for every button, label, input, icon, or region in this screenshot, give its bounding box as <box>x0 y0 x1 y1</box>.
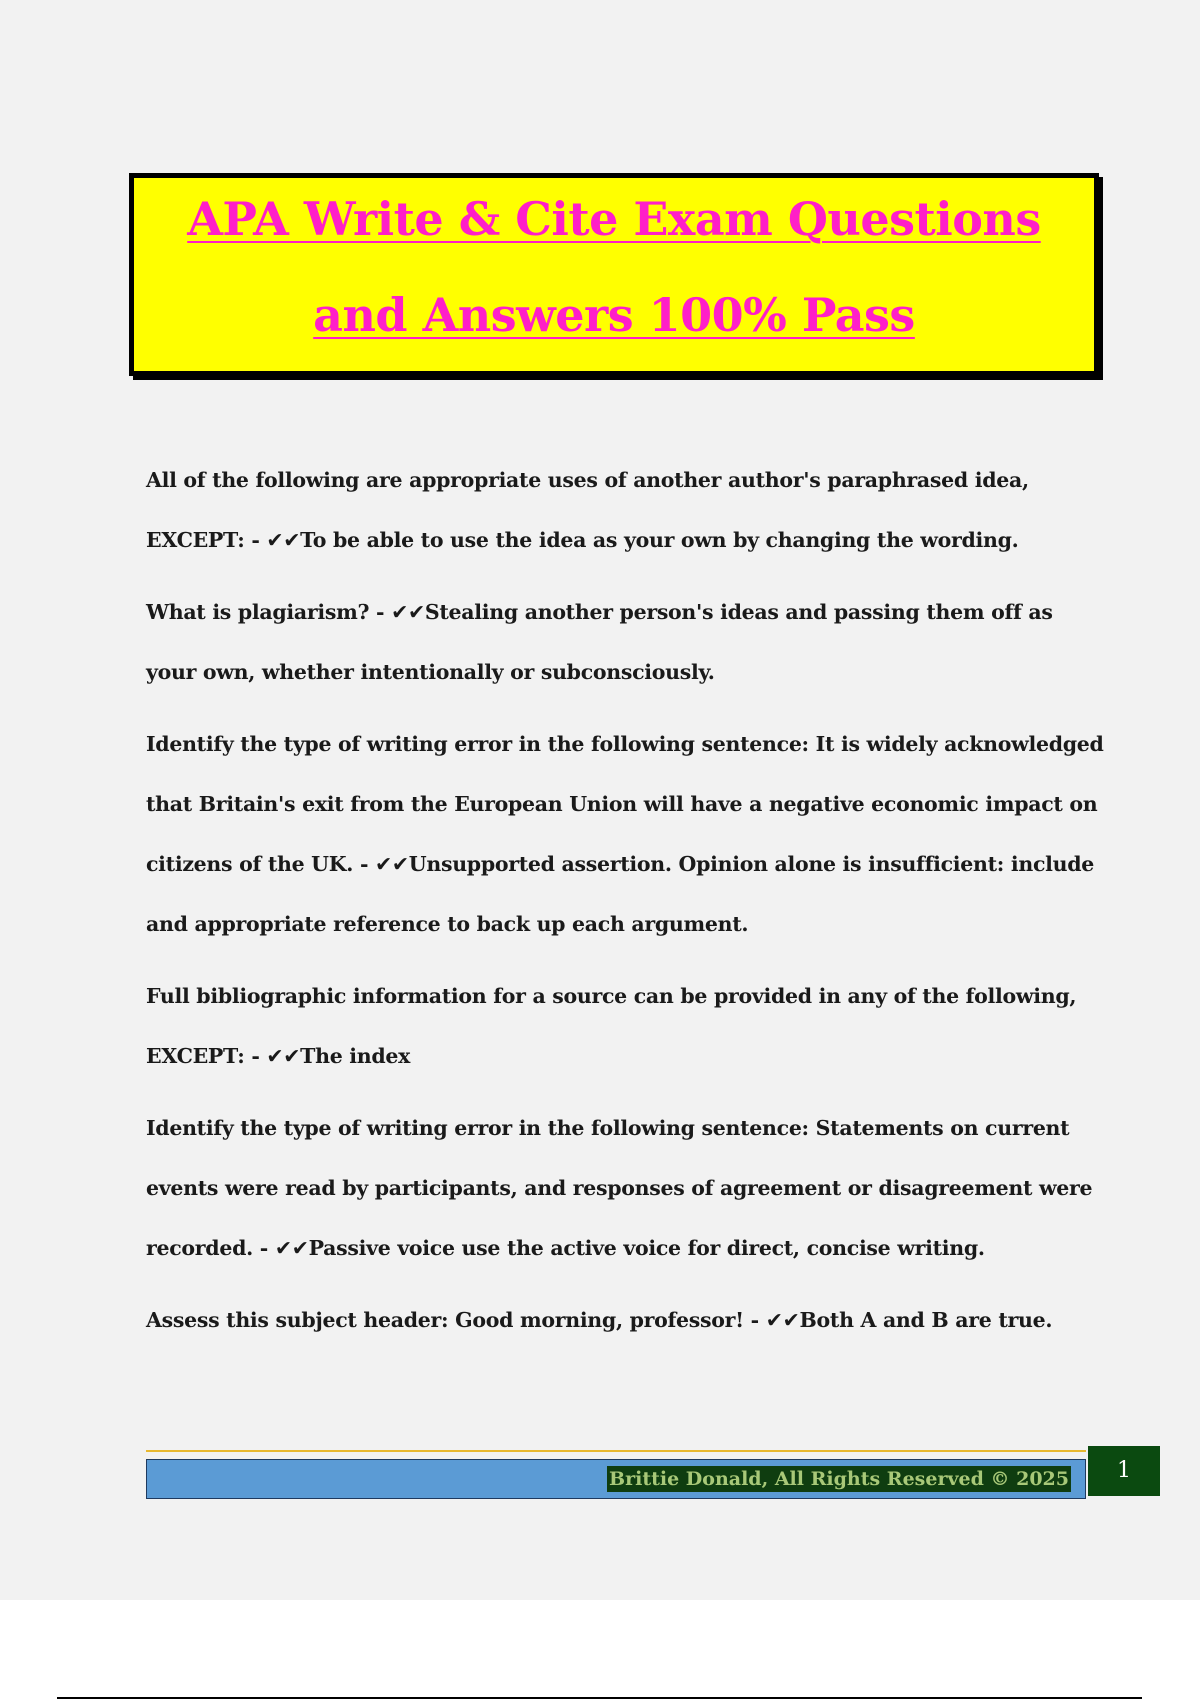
double-check-icon: ✔✔ <box>391 600 425 624</box>
answer-text: Unsupported assertion. Opinion alone is insufficient: include and appropriate reference to back up each argument. <box>146 852 1095 936</box>
answer-text: Both A and B are true. <box>799 1308 1053 1332</box>
document-title-line-2: and Answers 100% Pass <box>313 288 915 342</box>
qa-item <box>146 582 1106 702</box>
question-text: Identify the type of writing error in the following sentence: Statements on current events were read by participants, and responses of agreement or disagreement were recorded. - <box>146 1116 1093 1260</box>
title-box <box>129 173 1099 376</box>
answer-text: Passive voice use the active voice for direct, concise writing. <box>308 1236 985 1260</box>
question-text: What is plagiarism? - <box>146 600 392 624</box>
page-bottom-divider <box>57 1697 1142 1699</box>
question-text: Identify the type of writing error in the following sentence: It is widely acknowledged that Britain's exit from the European Union will have a negative economic impact on citizens of the UK. - <box>146 732 1104 876</box>
answer-text: Stealing another person's ideas and passing them off as your own, whether intentionally or subconsciously. <box>146 600 1053 684</box>
answer-text: To be able to use the idea as your own by changing the wording. <box>300 528 1019 552</box>
answer-text: The index <box>300 1044 411 1068</box>
double-check-icon: ✔✔ <box>266 528 301 552</box>
footer-bar <box>146 1459 1086 1499</box>
footer-divider <box>146 1450 1086 1452</box>
copyright-notice: Brittie Donald, All Rights Reserved © 2025 <box>609 1468 1069 1490</box>
question-text: Full bibliographic information for a source can be provided in any of the following, EXCEPT: - <box>146 984 1077 1068</box>
qa-item <box>146 966 1106 1086</box>
double-check-icon: ✔✔ <box>375 852 409 876</box>
qa-list <box>146 450 1106 1362</box>
document-title-line-1: APA Write & Cite Exam Questions <box>187 192 1041 246</box>
question-text: Assess this subject header: Good morning, professor! - <box>146 1308 766 1332</box>
question-text: All of the following are appropriate uses of another author's paraphrased idea, EXCEPT: - <box>146 468 1029 552</box>
page-number: 1 <box>1088 1446 1160 1496</box>
qa-item <box>146 1098 1106 1278</box>
double-check-icon: ✔✔ <box>765 1308 800 1332</box>
qa-item <box>146 1290 1106 1350</box>
double-check-icon: ✔✔ <box>266 1044 301 1068</box>
page-footer <box>146 1450 1086 1499</box>
double-check-icon: ✔✔ <box>274 1236 309 1260</box>
qa-item <box>146 714 1106 954</box>
qa-item <box>146 450 1106 570</box>
